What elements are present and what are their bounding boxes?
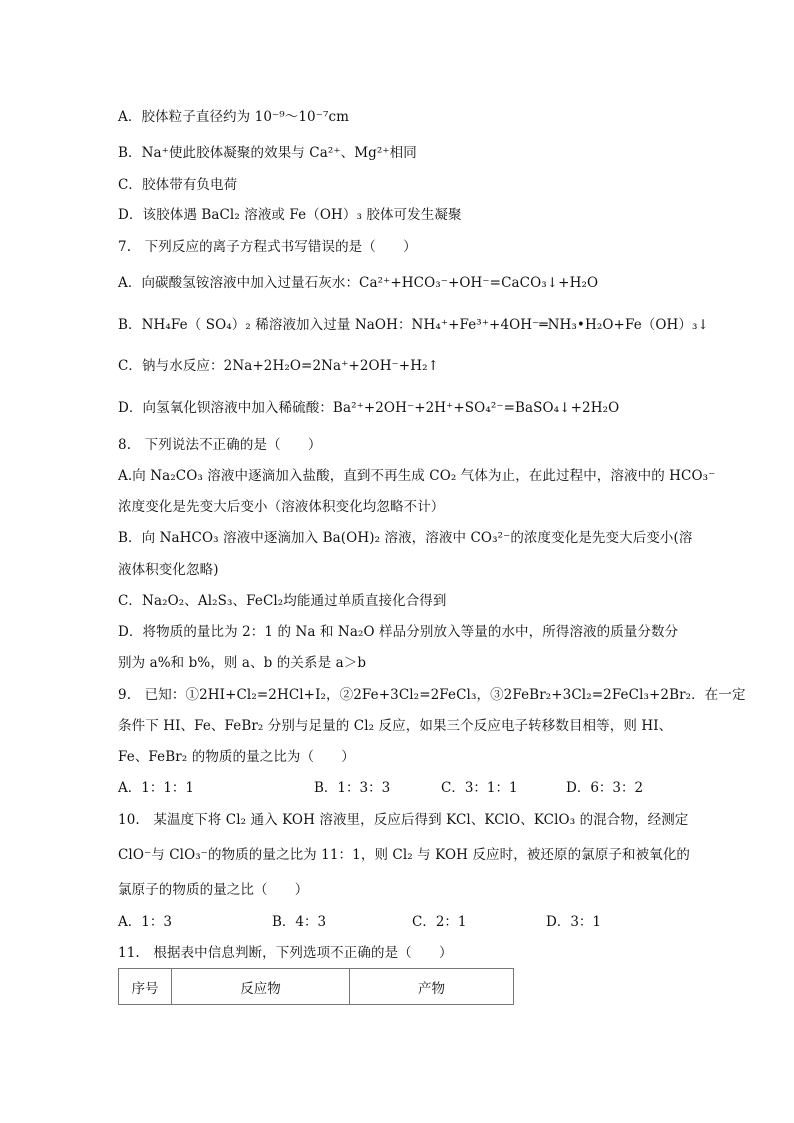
table-header-row bbox=[119, 969, 514, 1005]
q9-option-a: A．1：1：1 bbox=[118, 780, 195, 796]
q11-stem: 11. 根据表中信息判断，下列选项不正确的是（ ） bbox=[118, 945, 453, 961]
q8-option-c: C．Na₂O₂、Al₂S₃、FeCl₂均能通过单质直接化合得到 bbox=[118, 593, 447, 609]
q6-option-d: D．该胶体遇 BaCl₂ 溶液或 Fe（OH）₃ 胶体可发生凝聚 bbox=[118, 207, 462, 223]
q9-line1: 9. 已知：①2HI+Cl₂=2HCl+I₂，②2Fe+3Cl₂=2FeCl₃，③2FeBr₂+3Cl₂=2FeCl₃+2Br₂．在一定 bbox=[118, 687, 746, 703]
q8-option-d-line2: 别为 a%和 b%，则 a、b 的关系是 a＞b bbox=[118, 655, 367, 671]
q11-table bbox=[118, 968, 514, 1005]
q8-option-b-line2: 液体积变化忽略) bbox=[118, 562, 219, 578]
q9-option-d: D．6：3：2 bbox=[566, 780, 644, 796]
q6-option-b: B．Na⁺使此胶体凝聚的效果与 Ca²⁺、Mg²⁺相同 bbox=[118, 145, 417, 161]
q8-option-a-line2: 浓度变化是先变大后变小（溶液体积变化均忽略不计） bbox=[118, 499, 445, 515]
q10-option-c: C．2：1 bbox=[412, 914, 467, 930]
q9-option-b: B．1：3：3 bbox=[314, 780, 391, 796]
q9-line3: Fe、FeBr₂ 的物质的量之比为（ ） bbox=[118, 749, 355, 765]
q10-option-b: B．4：3 bbox=[272, 914, 327, 930]
q10-line1: 10. 某温度下将 Cl₂ 通入 KOH 溶液里，反应后得到 KCl、KClO、KClO₃ 的混合物，经测定 bbox=[118, 812, 689, 828]
table-header-reactants: 反应物 bbox=[172, 969, 350, 1005]
q8-option-a-line1: A.向 Na₂CO₃ 溶液中逐滴加入盐酸，直到不再生成 CO₂ 气体为止，在此过程中，溶液中的 HCO₃⁻ bbox=[118, 468, 716, 484]
table-header-products: 产物 bbox=[350, 969, 514, 1005]
table-header-index: 序号 bbox=[119, 969, 172, 1005]
q6-option-c: C．胶体带有负电荷 bbox=[118, 177, 238, 193]
q7-option-c: C．钠与水反应：2Na+2H₂O=2Na⁺+2OH⁻+H₂↑ bbox=[118, 358, 439, 374]
q10-line2: ClO⁻与 ClO₃⁻的物质的量之比为 11：1，则 Cl₂ 与 KOH 反应时，被还原的氯原子和被氧化的 bbox=[118, 847, 691, 863]
q7-option-b: B．NH₄Fe（ SO₄）₂ 稀溶液加入过量 NaOH：NH₄⁺+Fe³⁺+4OH⁻═NH₃•H₂O+Fe（OH）₃↓ bbox=[118, 317, 709, 333]
q9-line2: 条件下 HI、Fe、FeBr₂ 分别与足量的 Cl₂ 反应，如果三个反应电子转移数目相等，则 HI、 bbox=[118, 718, 673, 734]
q9-option-c: C．3：1：1 bbox=[441, 780, 518, 796]
q10-option-a: A．1：3 bbox=[118, 914, 172, 930]
q7-option-d: D．向氢氧化钡溶液中加入稀硫酸：Ba²⁺+2OH⁻+2H⁺+SO₄²⁻=BaSO₄↓+2H₂O bbox=[118, 400, 620, 416]
q8-stem: 8. 下列说法不正确的是（ ） bbox=[118, 437, 322, 453]
q7-option-a: A．向碳酸氢铵溶液中加入过量石灰水：Ca²⁺+HCO₃⁻+OH⁻=CaCO₃↓+H₂O bbox=[118, 275, 599, 291]
q8-option-b-line1: B．向 NaHCO₃ 溶液中逐滴加入 Ba(OH)₂ 溶液，溶液中 CO₃²⁻的浓度变化是先变大后变小(溶 bbox=[118, 530, 693, 546]
q8-option-d-line1: D．将物质的量比为 2：1 的 Na 和 Na₂O 样品分别放入等量的水中，所得溶液的质量分数分 bbox=[118, 624, 679, 640]
q7-stem: 7. 下列反应的离子方程式书写错误的是（ ） bbox=[118, 239, 417, 255]
q6-option-a: A．胶体粒子直径约为 10⁻⁹～10⁻⁷cm bbox=[118, 109, 350, 125]
q10-line3: 氯原子的物质的量之比（ ） bbox=[118, 882, 309, 898]
q10-option-d: D．3：1 bbox=[546, 914, 602, 930]
